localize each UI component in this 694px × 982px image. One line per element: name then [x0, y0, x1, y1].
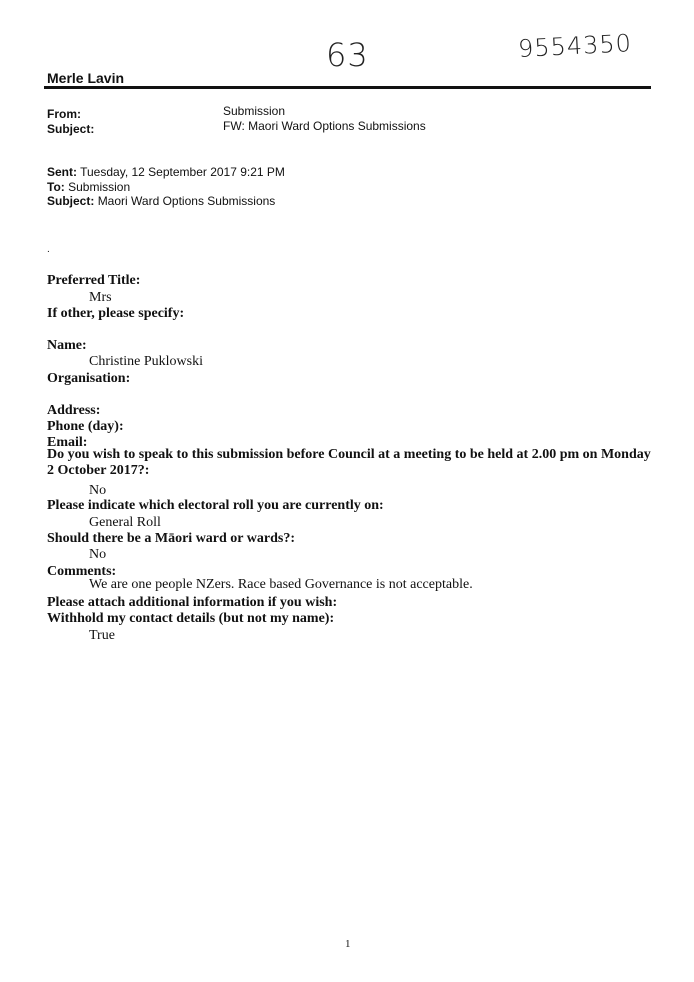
speak-question-line1: Do you wish to speak to this submission before Council at a meeting to be held at 2.00 pm on Monday: [47, 447, 651, 462]
preferred-title-label: Preferred Title:: [47, 273, 141, 288]
forwarded-subject-label: Subject:: [47, 194, 95, 208]
comments-label: Comments:: [47, 564, 117, 579]
name-value: Christine Puklowski: [89, 354, 203, 369]
electoral-roll-label: Please indicate which electoral roll you are currently on:: [47, 498, 384, 513]
handwritten-reference: 9554350: [517, 29, 633, 63]
attach-info-label: Please attach additional information if you wish:: [47, 595, 338, 610]
electoral-roll-value: General Roll: [89, 515, 161, 530]
email-label: Email:: [47, 435, 88, 450]
speak-answer: No: [89, 483, 107, 498]
sender-name: Merle Lavin: [47, 70, 125, 86]
to-value: Submission: [68, 180, 131, 194]
forwarded-subject-line: [47, 194, 275, 208]
address-label: Address:: [47, 403, 101, 418]
handwritten-number: 63: [326, 36, 369, 74]
page-number: 1: [345, 938, 351, 950]
sent-value: Tuesday, 12 September 2017 9:21 PM: [80, 165, 285, 179]
from-value: Submission: [223, 104, 286, 118]
preferred-title-value: Mrs: [89, 290, 112, 305]
subject-label: Subject:: [47, 122, 95, 136]
phone-label: Phone (day):: [47, 419, 124, 434]
comments-value: We are one people NZers. Race based Governance is not acceptable.: [89, 577, 473, 592]
organisation-label: Organisation:: [47, 371, 131, 386]
maori-ward-label: Should there be a Māori ward or wards?:: [47, 531, 295, 546]
name-label: Name:: [47, 338, 87, 353]
forwarded-subject-value: Maori Ward Options Submissions: [97, 194, 276, 208]
forwarded-sent-line: [47, 165, 285, 179]
bullet-dot: .: [47, 244, 50, 255]
other-specify-label: If other, please specify:: [47, 306, 185, 321]
from-label: From:: [47, 107, 81, 121]
withhold-details-label: Withhold my contact details (but not my name):: [47, 611, 335, 626]
subject-value: FW: Maori Ward Options Submissions: [223, 119, 426, 133]
sent-label: Sent:: [47, 165, 77, 179]
maori-ward-value: No: [89, 547, 107, 562]
header-rule: [44, 86, 651, 89]
withhold-details-value: True: [89, 628, 115, 643]
to-label: To:: [47, 180, 65, 194]
speak-question-line2: 2 October 2017?:: [47, 463, 150, 478]
forwarded-to-line: [47, 180, 130, 194]
